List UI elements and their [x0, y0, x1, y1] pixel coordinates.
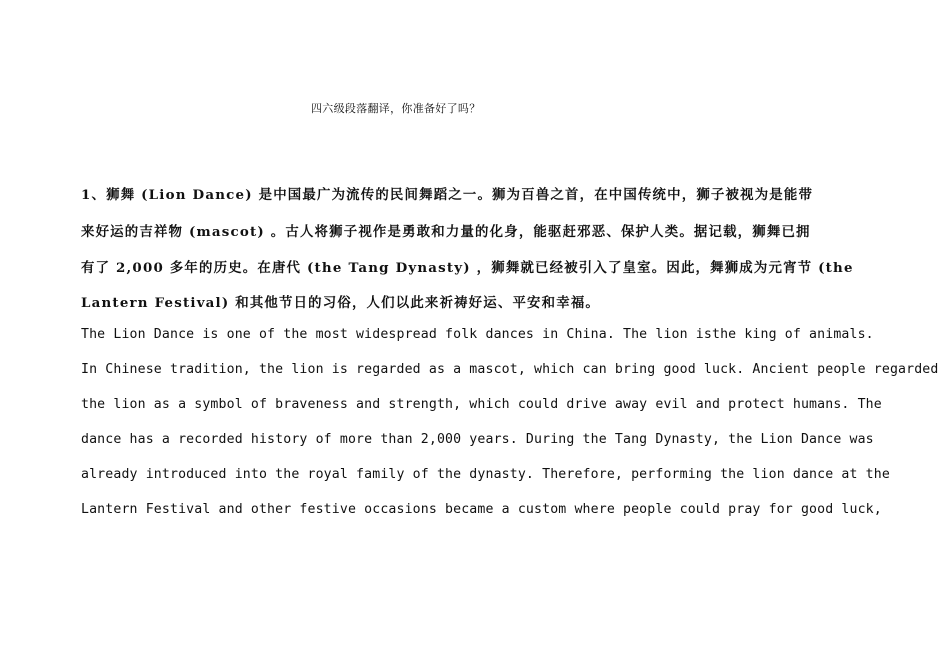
- english-paragraph-line-1: The Lion Dance is one of the most widespread folk dances in China. The lion isthe king of animals.: [81, 327, 874, 342]
- chinese-paragraph-line-1: 1、狮舞 (Lion Dance) 是中国最广为流传的民间舞蹈之一。狮为百兽之首，在中国传统中，狮子被视为是能带: [81, 187, 814, 203]
- english-paragraph-line-2: In Chinese tradition, the lion is regarded as a mascot, which can bring good luck. Ancient people regarded: [81, 362, 939, 377]
- chinese-paragraph-line-3: 有了 2,000 多年的历史。在唐代 (the Tang Dynasty) ，狮舞就已经被引入了皇室。因此，舞狮成为元宵节 (the: [81, 260, 854, 276]
- english-paragraph-line-5: already introduced into the royal family of the dynasty. Therefore, performing the lion dance at the: [81, 467, 890, 482]
- english-paragraph-line-4: dance has a recorded history of more than 2,000 years. During the Tang Dynasty, the Lion Dance was: [81, 432, 874, 447]
- chinese-paragraph-line-4: Lantern Festival) 和其他节日的习俗，人们以此来祈祷好运、平安和幸福。: [81, 295, 600, 311]
- english-paragraph-line-6: Lantern Festival and other festive occasions became a custom where people could pray for good luck,: [81, 502, 882, 517]
- page-title: 四六级段落翻译，你准备好了吗？: [311, 102, 481, 115]
- english-paragraph-line-3: the lion as a symbol of braveness and strength, which could drive away evil and protect humans. The: [81, 397, 882, 412]
- chinese-paragraph-line-2: 来好运的吉祥物 (mascot) 。古人将狮子视作是勇敢和力量的化身，能驱赶邪恶、保护人类。据记载，狮舞已拥: [81, 224, 811, 240]
